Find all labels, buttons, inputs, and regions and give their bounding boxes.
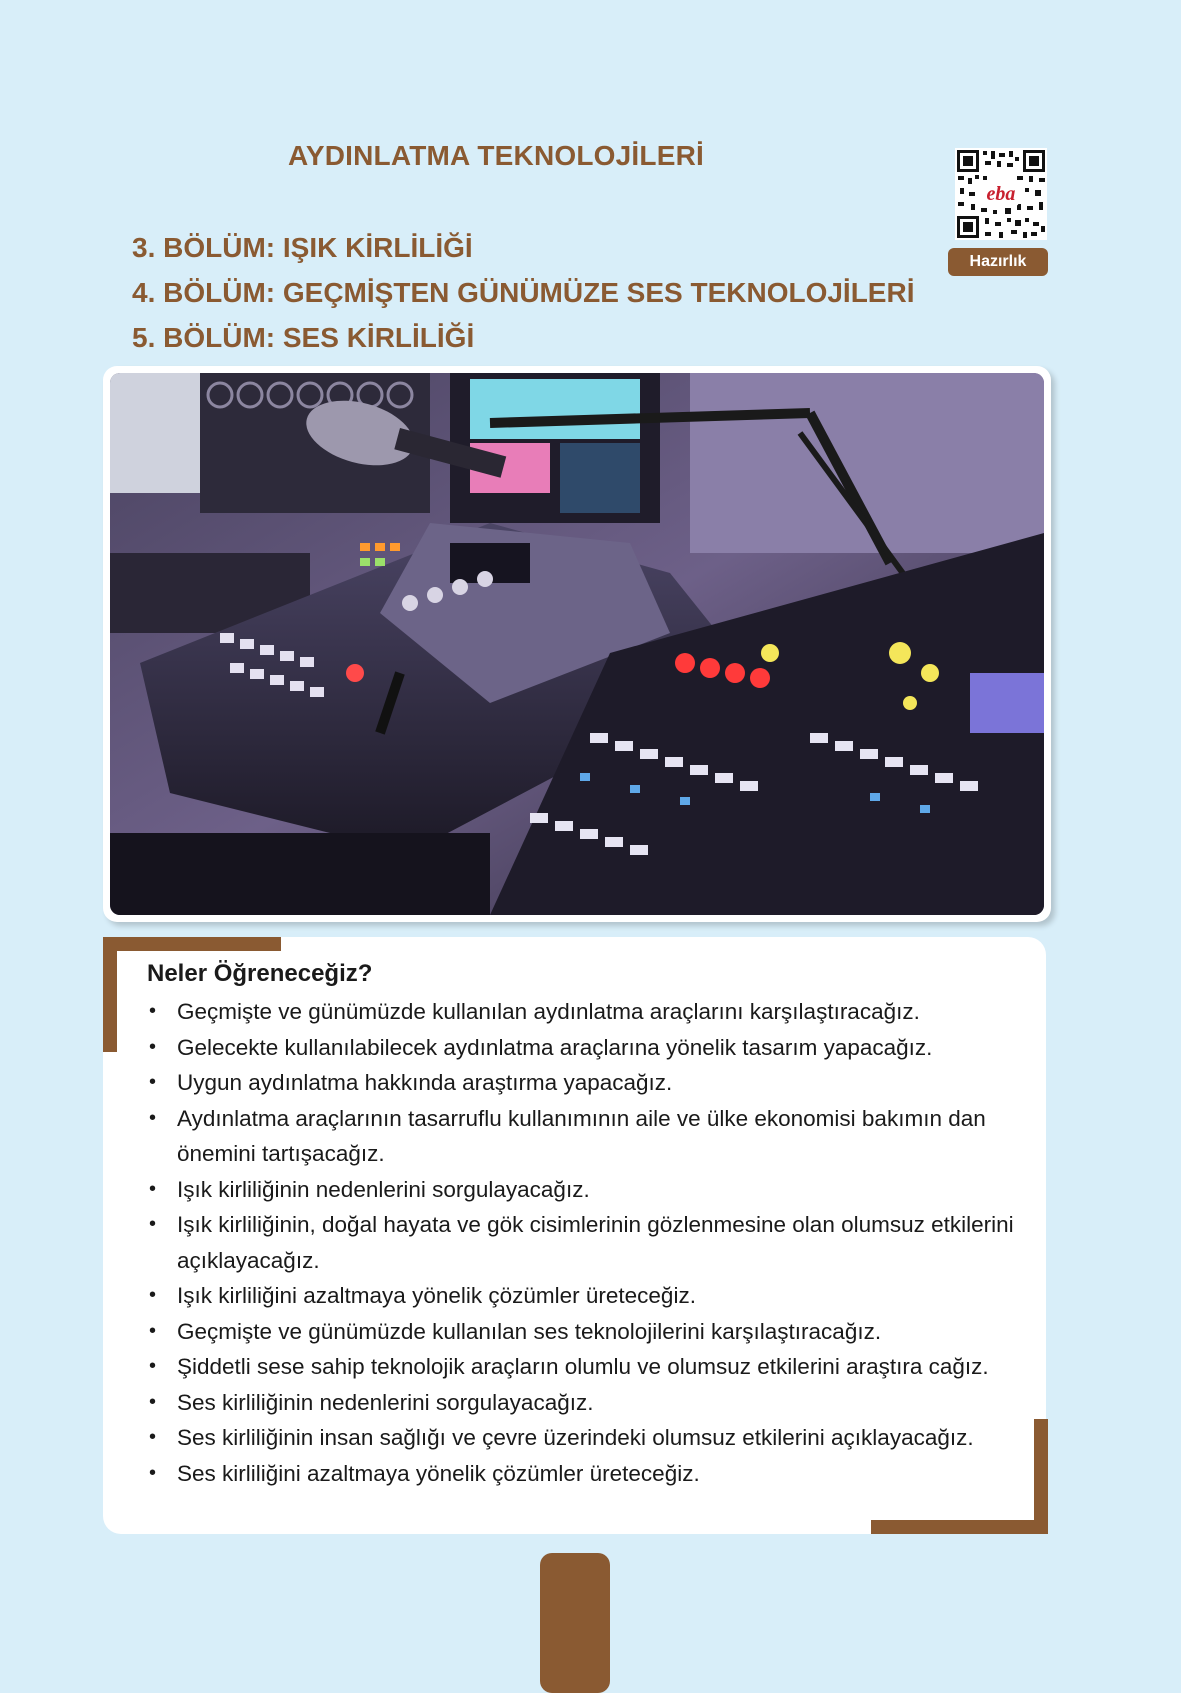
list-item: • Ses kirliliğini azaltmaya yönelik çözümler üreteceğiz. [147,1456,1047,1492]
list-item: • Ses kirliliğinin insan sağlığı ve çevre üzerindeki olumsuz etkilerini açıklayacağız. [147,1420,1047,1456]
list-item: • Uygun aydınlatma hakkında araştırma yapacağız. [147,1065,1047,1101]
chapter-4: 4. BÖLÜM: GEÇMİŞTEN GÜNÜMÜZE SES TEKNOLOJİLERİ [132,277,915,308]
chapter-3: 3. BÖLÜM: IŞIK KİRLİLİĞİ [132,232,473,263]
qr-code-graphic [955,148,1047,240]
unit-title: AYDINLATMA TEKNOLOJİLERİ [288,140,704,171]
list-item: • Işık kirliliğinin, doğal hayata ve gök cisimlerinin gözlenmesine olan olumsuz etkilerini açıklayacağız. [147,1207,1047,1278]
corner-bracket-bottom-right-horizontal [871,1520,1048,1534]
list-item: • Geçmişte ve günümüzde kullanılan ses teknolojilerini karşılaştıracağız. [147,1314,1047,1350]
list-item: • Şiddetli sese sahip teknolojik araçların olumlu ve olumsuz etkilerini araştıra cağız. [147,1349,1047,1385]
list-item: • Aydınlatma araçlarının tasarruflu kullanımının aile ve ülke ekonomisi bakımın dan önemini tartışacağız. [147,1101,1047,1172]
list-item: • Işık kirliliğini azaltmaya yönelik çözümler üreteceğiz. [147,1278,1047,1314]
eba-logo: eba [986,183,1016,205]
audio-mixing-console-photo [110,373,1044,915]
corner-bracket-top-left [103,937,117,1052]
photo-frame [103,366,1051,922]
chapter-5: 5. BÖLÜM: SES KİRLİLİĞİ [132,322,475,353]
page-number-tab [540,1553,610,1693]
learning-goals-heading: Neler Öğreneceğiz? [147,960,373,987]
list-item: • Ses kirliliğinin nedenlerini sorgulayacağız. [147,1385,1047,1421]
preparation-badge: Hazırlık [948,248,1048,276]
learning-goals-list [147,994,1047,1491]
list-item: • Geçmişte ve günümüzde kullanılan aydınlatma araçlarını karşılaştıracağız. [147,994,1047,1030]
chapter-list [132,230,914,365]
corner-bracket-top-left-horizontal [103,937,281,951]
list-item: • Gelecekte kullanılabilecek aydınlatma araçlarına yönelik tasarım yapacağız. [147,1030,1047,1066]
qr-code-icon[interactable] [955,148,1047,240]
list-item: • Işık kirliliğinin nedenlerini sorgulayacağız. [147,1172,1047,1208]
